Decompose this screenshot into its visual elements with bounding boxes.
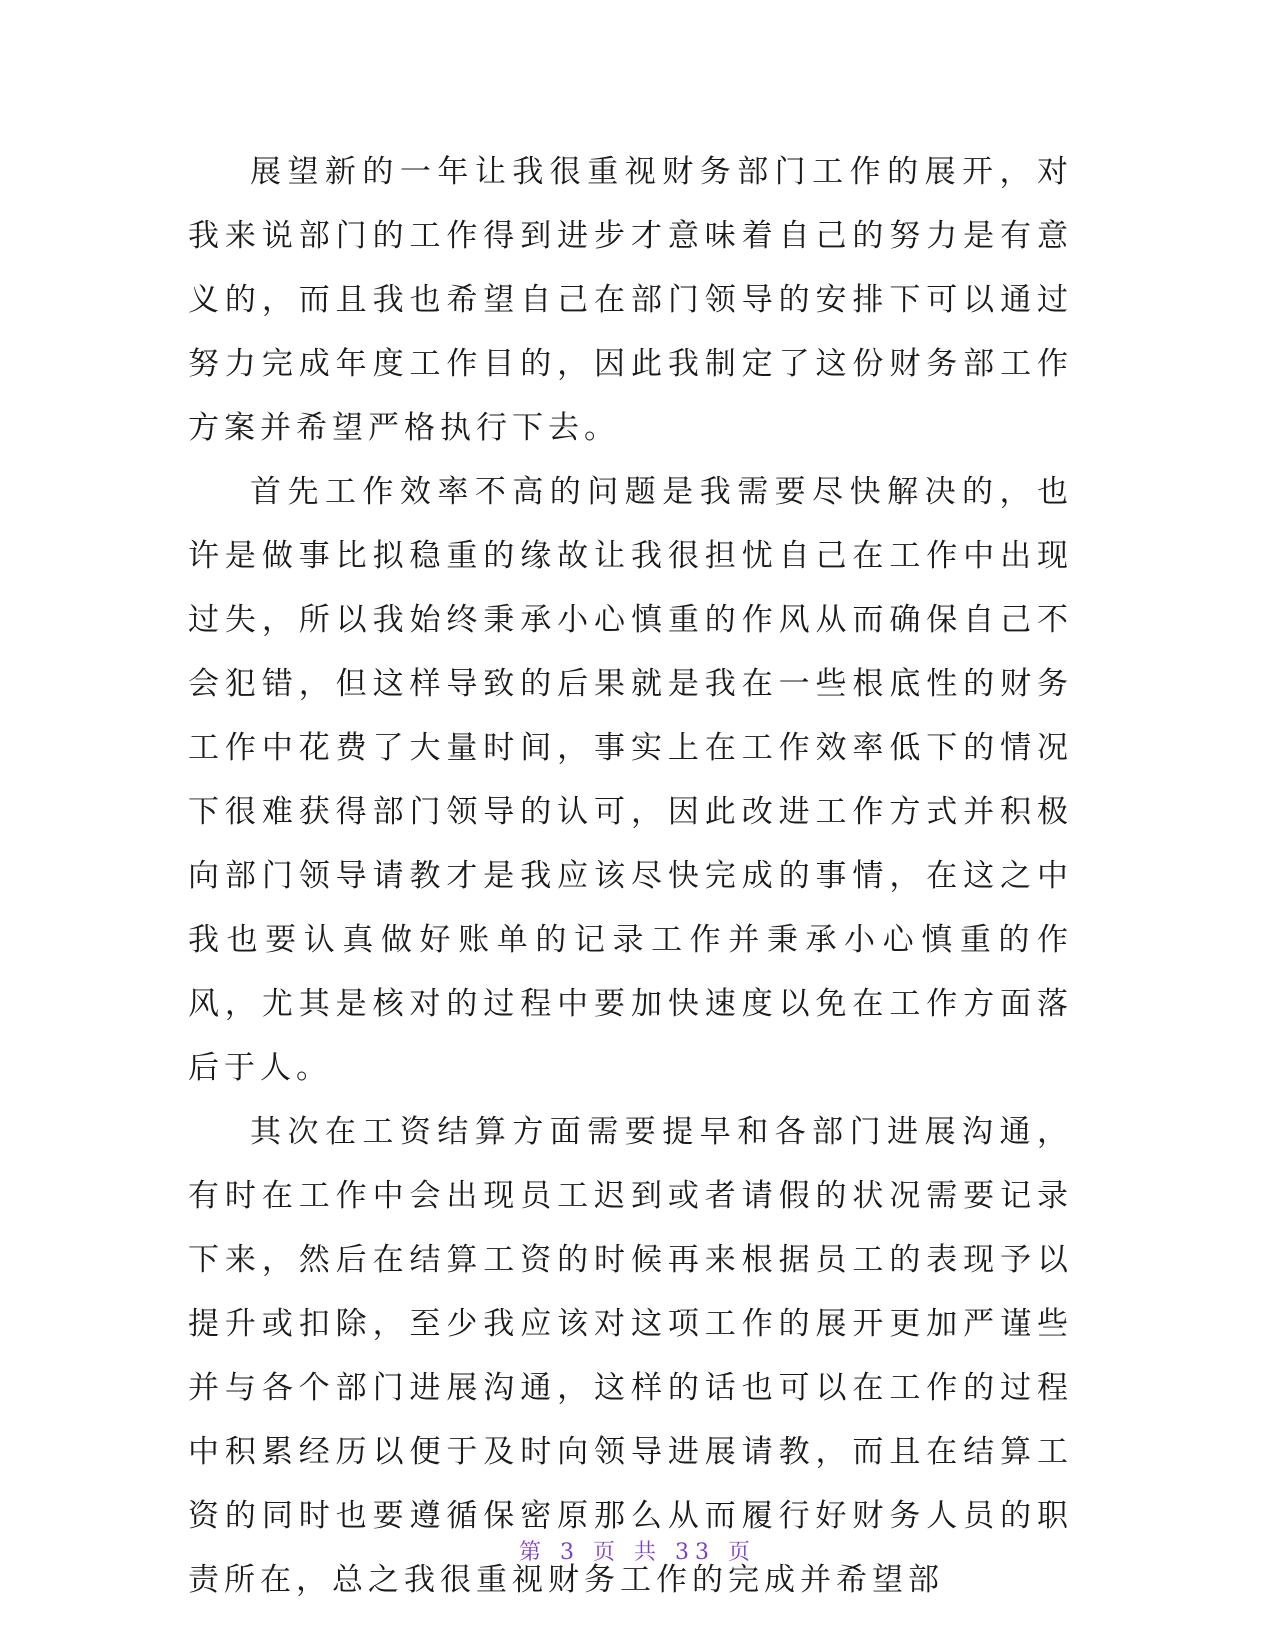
page-number-footer: 第 3 页 共 33 页 [519,1540,756,1565]
document-body [188,140,1073,1612]
paragraph-2: 首先工作效率不高的问题是我需要尽快解决的，也许是做事比拟稳重的缘故让我很担忧自己在工作中出现过失，所以我始终秉承小心慎重的作风从而确保自己不会犯错，但这样导致的后果就是我在一些根底性的财务工作中花费了大量时间，事实上在工作效率低下的情况下很难获得部门领导的认可，因此改进工作方式并积极向部门领导请教才是我应该尽快完成的事情，在这之中我也要认真做好账单的记录工作并秉承小心慎重的作风，尤其是核对的过程中要加快速度以免在工作方面落后于人。 [188,474,1073,1086]
paragraph-1: 展望新的一年让我很重视财务部门工作的展开，对我来说部门的工作得到进步才意味着自己的努力是有意义的，而且我也希望自己在部门领导的安排下可以通过努力完成年度工作目的，因此我制定了这份财务部工作方案并希望严格执行下去。 [188,154,1073,446]
paragraph-3: 其次在工资结算方面需要提早和各部门进展沟通，有时在工作中会出现员工迟到或者请假的状况需要记录下来，然后在结算工资的时候再来根据员工的表现予以提升或扣除，至少我应该对这项工作的展开更加严谨些并与各个部门进展沟通，这样的话也可以在工作的过程中积累经历以便于及时向领导进展请教，而且在结算工资的同时也要遵循保密原那么从而履行好财务人员的职责所在，总之我很重视财务工作的完成并希望部 [188,1114,1073,1598]
